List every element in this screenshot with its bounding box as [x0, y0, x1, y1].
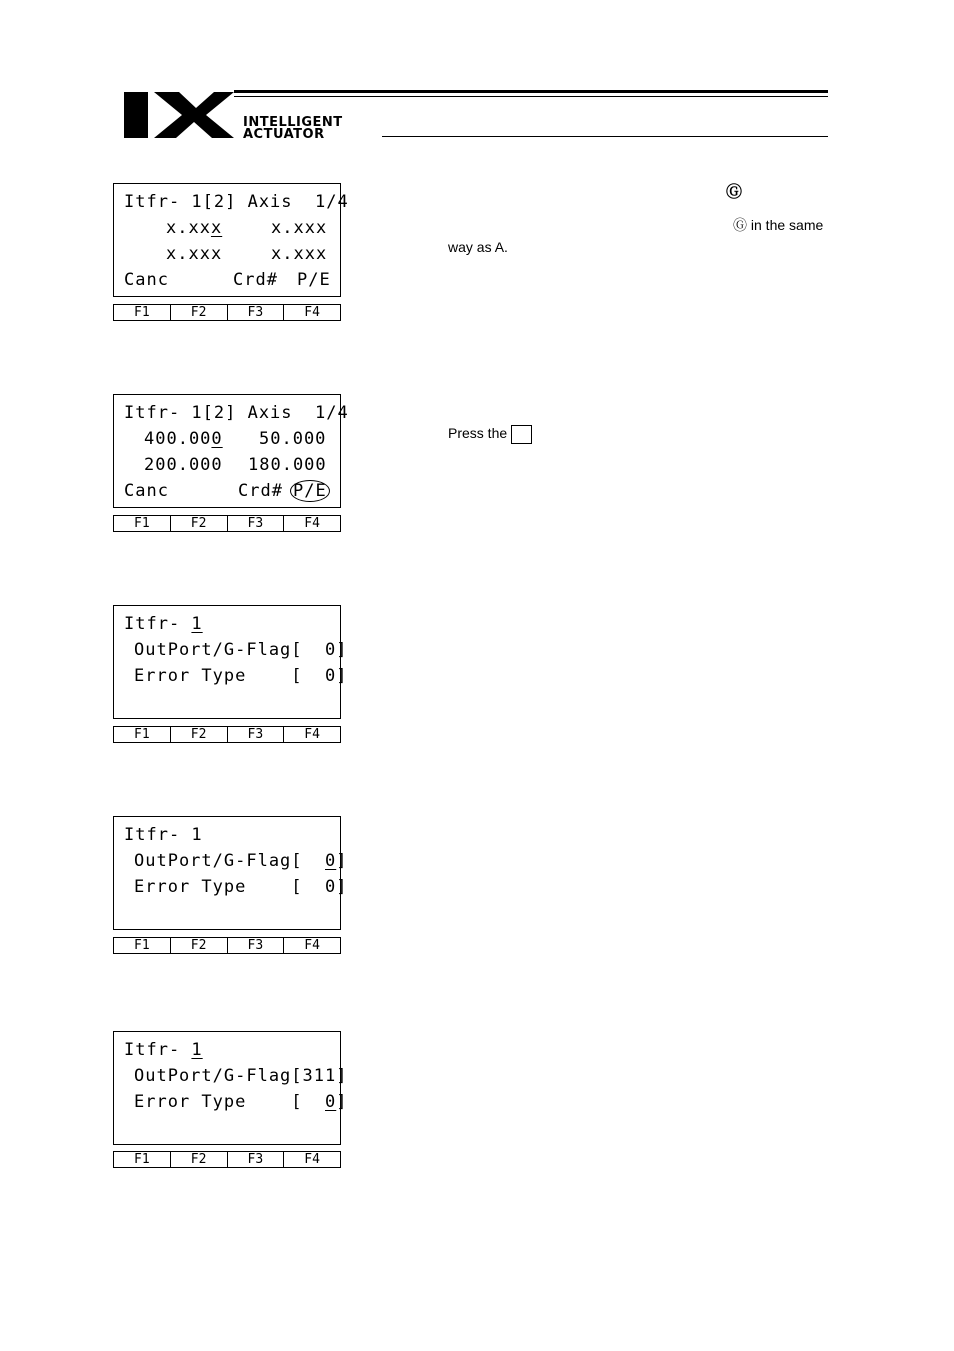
- f2-key[interactable]: F2: [171, 1152, 228, 1167]
- lcd-screen-1: [113, 183, 349, 297]
- explanation-line-3: way as A.: [448, 239, 508, 255]
- f3-key[interactable]: F3: [228, 305, 285, 320]
- f1-key[interactable]: F1: [114, 727, 171, 742]
- f2-key[interactable]: F2: [171, 516, 228, 531]
- press-instruction: Press the: [448, 424, 532, 444]
- lcd2-line2-value-a: 400.000: [144, 429, 223, 449]
- lcd3-line3: Error Type [ 0]: [134, 666, 348, 686]
- cursor-digit: 0: [325, 1092, 337, 1112]
- f1-key[interactable]: F1: [114, 938, 171, 953]
- key-box-icon: [511, 425, 532, 444]
- f4-key[interactable]: F4: [304, 1152, 320, 1167]
- fkey-row-4: [113, 937, 341, 954]
- cursor-digit: 1: [191, 1040, 203, 1060]
- header-rule-top-thin: [234, 96, 828, 97]
- lcd1-line2-value-a: x.xxx: [166, 218, 223, 238]
- cursor-digit: 1: [191, 614, 203, 634]
- lcd2-line3-value-a: 200.000: [144, 455, 223, 475]
- lcd1-canc-label: Canc: [124, 270, 169, 290]
- explanation-line-2: Ⓖ in the same: [733, 217, 824, 233]
- f4-key[interactable]: F4: [304, 727, 320, 742]
- lcd1-line1: Itfr- 1[2] Axis 1/4: [124, 192, 349, 212]
- f3-key[interactable]: F3: [228, 727, 285, 742]
- f2-key[interactable]: F2: [171, 938, 228, 953]
- fkey-row-1: [113, 304, 341, 321]
- lcd5-line2: OutPort/G-Flag[311]: [134, 1066, 348, 1086]
- lcd3-line2: OutPort/G-Flag[ 0]: [134, 640, 348, 660]
- f2-key[interactable]: F2: [171, 305, 228, 320]
- lcd2-canc-label: Canc: [124, 481, 169, 501]
- lcd1-line3-value-b: x.xxx: [271, 244, 328, 264]
- f4-key[interactable]: F4: [304, 938, 320, 953]
- lcd2-line3-value-b: 180.000: [248, 455, 327, 475]
- lcd2-crd-label: Crd#: [238, 481, 283, 501]
- f1-key[interactable]: F1: [114, 305, 171, 320]
- f3-key[interactable]: F3: [228, 1152, 285, 1167]
- lcd1-pe-label: P/E: [297, 270, 331, 290]
- f3-key[interactable]: F3: [228, 938, 285, 953]
- lcd-screen-2: [113, 394, 349, 508]
- lcd-screen-4: [113, 816, 348, 930]
- f1-key[interactable]: F1: [114, 516, 171, 531]
- g-symbol-icon: Ⓖ: [726, 184, 743, 201]
- fkey-row-5: [113, 1151, 341, 1168]
- lcd1-line3-value-a: x.xxx: [166, 244, 223, 264]
- cursor-digit: 0: [211, 429, 223, 449]
- lcd2-line1: Itfr- 1[2] Axis 1/4: [124, 403, 349, 423]
- ix-logo-mark: [124, 90, 234, 140]
- lcd5-line3: Error Type [ 0]: [134, 1092, 348, 1112]
- cursor-digit: x: [210, 218, 223, 238]
- g-symbol-icon: Ⓖ: [733, 217, 747, 233]
- f3-key[interactable]: F3: [228, 516, 285, 531]
- cursor-digit: 0: [325, 851, 337, 871]
- header-rule-bottom: [382, 136, 828, 137]
- f4-key[interactable]: F4: [304, 305, 320, 320]
- lcd4-line2: OutPort/G-Flag[ 0]: [134, 851, 348, 871]
- header-rule-top: [234, 90, 828, 93]
- lcd2-line2-value-b: 50.000: [259, 429, 327, 449]
- lcd5-line1: Itfr- 1: [124, 1040, 203, 1060]
- lcd3-line1: Itfr- 1: [124, 614, 203, 634]
- lcd1-line2-value-b: x.xxx: [271, 218, 328, 238]
- fkey-row-3: [113, 726, 341, 743]
- fkey-row-2: [113, 515, 341, 532]
- logo-text-intelligent: INTELLIGENT: [243, 115, 343, 130]
- lcd-screen-3: [113, 605, 348, 719]
- f2-key[interactable]: F2: [171, 727, 228, 742]
- f4-key[interactable]: F4: [304, 516, 320, 531]
- lcd-screen-5: [113, 1031, 348, 1145]
- lcd4-line1: Itfr- 1: [124, 825, 203, 845]
- lcd2-pe-label-circled: P/E: [290, 481, 330, 501]
- lcd1-crd-label: Crd#: [233, 270, 278, 290]
- logo-text-actuator: ACTUATOR: [243, 127, 325, 142]
- f1-key[interactable]: F1: [114, 1152, 171, 1167]
- lcd4-line3: Error Type [ 0]: [134, 877, 348, 897]
